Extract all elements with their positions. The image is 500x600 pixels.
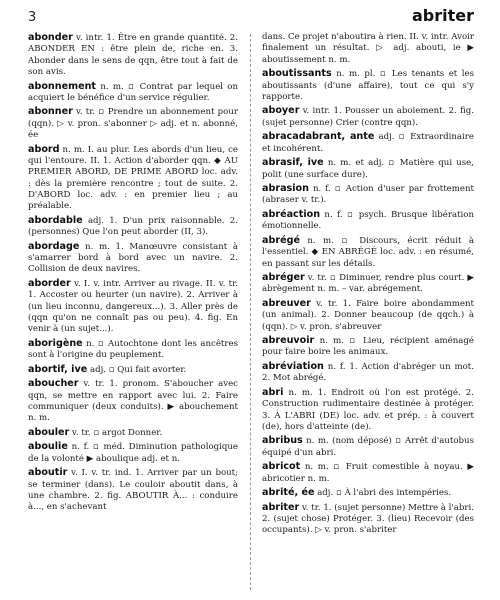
entry-headword: abri: [262, 386, 284, 398]
entry-definition: n. f. 1. Action d'abréger un mot. 2. Mot abrégé.: [262, 362, 474, 384]
dictionary-entry: [262, 298, 474, 333]
entry-headword: aborigène: [28, 337, 83, 349]
entry-definition: n. ▫ Autochtone dont les ancêtres sont à l'origine du peuplement.: [28, 338, 238, 361]
entry-definition: v. intr. 1. Pousser un aboiement. 2. fig. (sujet personne) Crier (contre qqn).: [262, 106, 474, 128]
dictionary-entry: [262, 32, 474, 66]
entry-headword: abordage: [28, 240, 80, 252]
entry-headword: abréaction: [262, 208, 321, 220]
entry-definition: v. tr. 1. Faire boire abondamment (un animal). 2. Donner beaucoup (de qqch.) à (qqn). ▷ v. pron. s'abreuver: [262, 298, 474, 332]
dictionary-entry: [262, 272, 474, 296]
guide-word: abriter: [411, 6, 474, 25]
entry-headword: abouler: [28, 426, 70, 438]
right-column: [262, 32, 474, 592]
dictionary-entry: [262, 502, 474, 537]
entry-definition: n. m. 1. Endroit où l'on est protégé. 2. Construction rudimentaire destinée à protéger. 3. À L'ABRI (DE) loc. adv. et prép. : à couvert (de), hors d'atteinte (de).: [262, 387, 474, 432]
entry-definition: adj. 1. D'un prix raisonnable. 2. (personnes) Que l'on peut aborder (II, 3).: [28, 215, 238, 238]
dictionary-entry: [28, 32, 238, 78]
entry-definition: n. m. I. au plur. Les abords d'un lieu, ce qui l'entoure. II. 1. Action d'aborder qqn. ◆ AU PREMIER ABORD, DE PRIME ABORD loc. adv. : dès la première rencontre ; tout de suite. 2. D'ABORD loc. adv. : en premier lieu ; au préalable.: [28, 144, 238, 212]
dictionary-entry: [262, 235, 474, 270]
entry-headword: abonnement: [28, 80, 97, 92]
dictionary-entry: [262, 435, 474, 459]
entry-definition: n. f. ▫ Action d'user par frottement (abraser v. tr.).: [262, 184, 474, 206]
dictionary-entry: [28, 106, 238, 141]
dictionary-entry: [262, 131, 474, 155]
dictionary-entry: [28, 441, 238, 465]
entry-definition: v. tr. ▫ Diminuer, rendre plus court. ▶ abrègement n. m. – var. abrégement.: [262, 273, 474, 295]
entry-headword: abortif, ive: [28, 363, 88, 375]
entry-headword: abrasif, ive: [262, 157, 324, 169]
entry-definition: n. m. 1. Manœuvre consistant à s'amarrer bord à bord avec un navire. 2. Collision de deux navires.: [28, 241, 238, 275]
dictionary-entry: [262, 183, 474, 207]
entry-definition: n. m. ▫ Fruit comestible à noyau. ▶ abricotier n. m.: [262, 462, 474, 484]
dictionary-entry: [28, 467, 238, 513]
entry-headword: abribus: [262, 435, 303, 447]
entry-headword: aboutir: [28, 467, 68, 479]
entry-headword: aboyer: [262, 105, 300, 117]
entry-headword: abrégé: [262, 234, 300, 246]
entry-definition: n. f. ▫ méd. Diminution pathologique de la volonté ▶ aboulique adj. et n.: [28, 442, 238, 464]
entry-headword: abordable: [28, 214, 83, 226]
entry-definition: adj. ▫ Qui fait avorter.: [89, 364, 187, 375]
entry-definition: adj. ▫ À l'abri des intempéries.: [317, 488, 452, 499]
entry-definition: v. tr. ▫ argot Donner.: [72, 427, 163, 438]
entry-headword: aborder: [28, 278, 71, 289]
dictionary-entry: [28, 378, 238, 424]
entry-definition: n. m. ▫ Discours, écrit réduit à l'essentiel. ◆ EN ABRÉGÉ loc. adv. : en résumé, en passant sur les détails.: [262, 235, 474, 269]
entry-headword: abreuvoir: [262, 335, 315, 347]
entry-headword: aboutissants: [262, 68, 332, 80]
dictionary-entry: [262, 361, 474, 385]
entry-definition: v. intr. 1. Être en grande quantité. 2. ABONDER EN : être plein de, riche en. 3. Abonder dans le sens de qqn, être tout à fait de son avis.: [28, 33, 238, 78]
entry-headword: abréger: [262, 272, 305, 284]
page-number: 3: [28, 10, 37, 25]
entry-headword: abricot: [262, 461, 301, 473]
entry-headword: aboucher: [28, 378, 79, 390]
entry-definition: v. tr. ▫ Prendre un abonnement pour (qqn). ▷ v. pron. s'abonner ▷ adj. et n. abonné, ée: [28, 107, 238, 141]
entry-headword: abriter: [262, 501, 300, 513]
entry-headword: abrasion: [262, 183, 309, 195]
left-column: [28, 32, 238, 592]
entry-definition: dans. Ce projet n'aboutira à rien. II. v. intr. Avoir finalement un résultat. ▷ adj. abouti, ie ▶ aboutissement n. m.: [262, 32, 474, 65]
entry-headword: abreuver: [262, 297, 311, 309]
dictionary-entry: [28, 215, 238, 239]
entry-definition: n. m. (nom déposé) ▫ Arrêt d'autobus équipé d'un abri.: [262, 436, 474, 458]
entry-headword: aboulie: [28, 441, 68, 453]
dictionary-entry: [28, 81, 238, 105]
entry-definition: v. tr. 1. pronom. S'aboucher avec qqn, se mettre en rapport avec lui. 2. Faire communiquer (deux conduits). ▶ abouchement n. m.: [28, 379, 238, 424]
entry-headword: abrité, ée: [262, 487, 315, 499]
entry-headword: abonder: [28, 32, 73, 43]
dictionary-entry: [262, 461, 474, 485]
entry-definition: v. tr. 1. (sujet personne) Mettre à l'abri. 2. (sujet chose) Protéger. 3. (lieu) Recevoir (des occupants). ▷ v. pron. s'abriter: [262, 502, 474, 536]
entry-definition: n. f. ▫ psych. Brusque libération émotionnelle.: [262, 209, 474, 232]
dictionary-entry: [262, 387, 474, 433]
dictionary-entry: [28, 364, 238, 376]
column-divider: [250, 34, 251, 590]
entry-definition: n. m. ▫ Contrat par lequel on acquiert le bénéfice d'un service régulier.: [28, 81, 238, 103]
entry-definition: n. m. ▫ Lieu, récipient aménagé pour faire boire les animaux.: [262, 336, 474, 358]
dictionary-entry: [262, 209, 474, 233]
entry-headword: abréviation: [262, 361, 324, 372]
entry-definition: n. m. et adj. ▫ Matière qui use, polit (une surface dure).: [262, 158, 474, 180]
entry-definition: v. I. v. intr. Arriver au rivage. II. v. tr. 1. Accoster ou heurter (un navire). 2. Arriver à (un lieu inconnu, dangereux...). 3. Aller près de (qqn qu'on ne connaît pas ou peu). 4. fig. En venir à (un sujet...).: [28, 279, 238, 335]
dictionary-entry: [262, 68, 474, 103]
dictionary-entry: [262, 157, 474, 181]
entry-definition: adj. ▫ Extraordinaire et incohérent.: [262, 132, 474, 154]
entry-headword: abonner: [28, 106, 73, 118]
dictionary-entry: [28, 144, 238, 213]
dictionary-entry: [28, 338, 238, 362]
entry-definition: v. I. v. tr. ind. 1. Arriver par un bout; se terminer (dans). Le couloir aboutit dans, à une chambre. 2. fig. ABOUTIR À... : conduire à..., en s'achevant: [28, 468, 238, 513]
dictionary-entry: [262, 335, 474, 359]
dictionary-entry: [28, 278, 238, 336]
dictionary-entry: [262, 487, 474, 499]
entry-headword: abord: [28, 143, 60, 155]
dictionary-entry: [28, 241, 238, 276]
entry-definition: n. m. pl. ▫ Les tenants et les aboutissants (d'une affaire), tout ce qui s'y rapporte.: [262, 69, 474, 102]
dictionary-entry: [262, 105, 474, 129]
entry-headword: abracadabrant, ante: [262, 131, 375, 143]
dictionary-entry: [28, 427, 238, 439]
